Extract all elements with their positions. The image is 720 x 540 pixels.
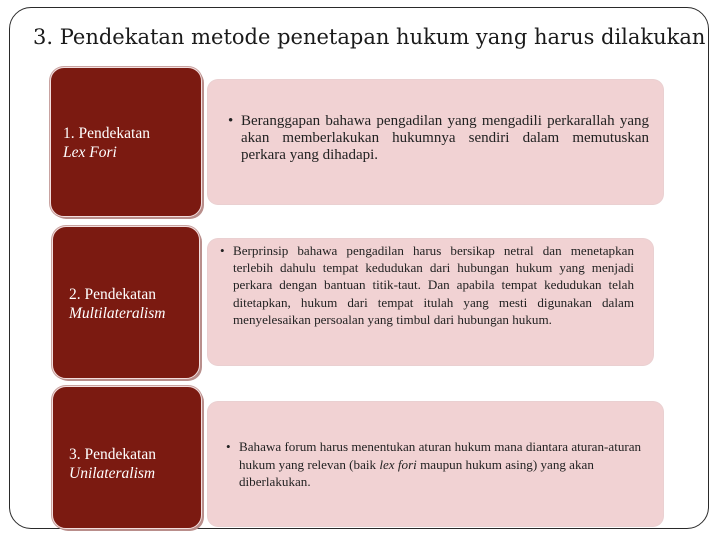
approach-label-lex-fori: [50, 67, 202, 217]
approach-label-unilateralism: [52, 386, 202, 529]
bullet-text-2: • Berprinsip bahawa pengadilan harus bersikap netral dan menetapkan terlebih dahulu tempat kedudukan dari hubungan hukum yang menjadi perkara dengan bantuan titik-taut. Dan apabila tempat kedudukan telah ditetapkan, hukum dari tempat itulah yang mesti digunakan dalam menyelesaikan persoalan yang timbul dari hubungan hukum.: [220, 242, 634, 328]
approach-label-name-3: Unilateralism: [69, 465, 156, 482]
approach-label-prefix-3: 3. Pendekatan: [69, 446, 156, 463]
approach-label-prefix-2: 2. Pendekatan: [69, 286, 156, 303]
description-card-3: [208, 402, 663, 526]
approach-label-name-1: Lex Fori: [63, 144, 117, 161]
approach-label-multilateralism: [52, 226, 200, 379]
approach-label-prefix-1: 1. Pendekatan: [63, 125, 150, 142]
bullet-3-part-1: Bahawa forum harus menentukan aturan hukum mana diantara aturan-aturan hukum yang relevan (baik: [239, 439, 642, 472]
bullet-text-1: • Beranggapan bahawa pengadilan yang mengadili perkarallah yang akan memberlakukan hukumnya sendiri dalam memutuskan perkara yang dihadapi.: [228, 113, 649, 164]
bullet-3-part-2: maupun hukum asing) yang akan diberlakukan.: [239, 456, 594, 489]
description-card-1: [208, 80, 663, 204]
description-card-2: [208, 239, 653, 365]
bullet-text-3: [226, 438, 649, 491]
bullet-3-italic: lex fori: [379, 456, 417, 472]
approach-label-name-2: Multilateralism: [69, 305, 166, 322]
slide-title: 3. Pendekatan metode penetapan hukum yang harus dilakukan: [33, 25, 706, 49]
